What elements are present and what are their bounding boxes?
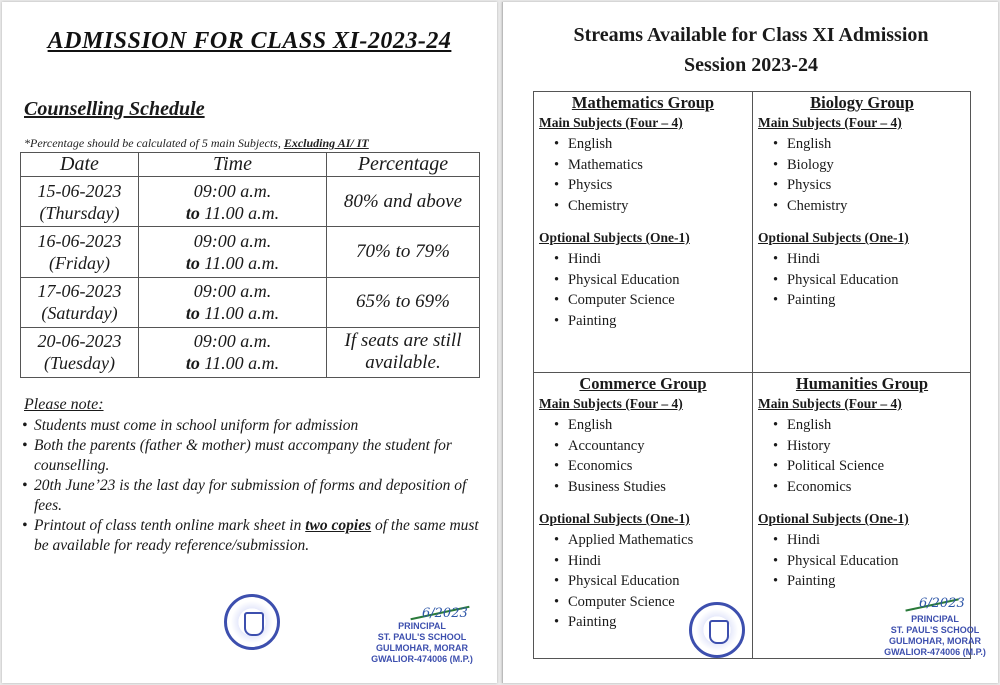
list-item: • History bbox=[773, 436, 971, 457]
stamp-line: GWALIOR-474006 (M.P.) bbox=[884, 647, 986, 657]
list-item: • 20th June’23 is the last day for submission of forms and deposition of fees. bbox=[22, 476, 487, 516]
optional-subjects-list bbox=[773, 249, 971, 311]
list-item: • Political Science bbox=[773, 456, 971, 477]
stamp-line: ST. PAUL'S SCHOOL bbox=[377, 632, 467, 642]
group-biology bbox=[753, 92, 971, 372]
list-item: • Chemistry bbox=[773, 196, 971, 217]
list-item: • Physical Education bbox=[554, 270, 752, 291]
please-note-heading: Please note: bbox=[24, 396, 104, 413]
list-item: • Physical Education bbox=[773, 270, 971, 291]
list-item: • Physics bbox=[773, 175, 971, 196]
list-item: • Hindi bbox=[554, 551, 752, 572]
list-item: • Computer Science bbox=[554, 290, 752, 311]
signature-date: 6/2023 bbox=[919, 596, 965, 611]
header-date: Date bbox=[21, 153, 139, 177]
list-item: • English bbox=[773, 415, 971, 436]
signature-date: 6/2023 bbox=[422, 606, 468, 621]
optional-subjects-label: Optional Subjects (One-1) bbox=[539, 230, 690, 245]
main-subjects-list bbox=[554, 415, 752, 497]
list-item: • Physics bbox=[554, 175, 752, 196]
list-item: • Biology bbox=[773, 155, 971, 176]
date-text: 15-06-2023 bbox=[37, 180, 122, 201]
day-text: (Saturday) bbox=[41, 303, 118, 324]
group-title: Humanities Group bbox=[795, 374, 929, 393]
note-emphasis: Excluding AI/ IT bbox=[283, 136, 369, 150]
time-end: 11.00 a.m. bbox=[199, 252, 280, 273]
day-text: (Thursday) bbox=[39, 202, 120, 223]
list-item: • Physical Education bbox=[773, 551, 971, 572]
notes-list bbox=[22, 416, 487, 556]
right-page bbox=[502, 2, 998, 683]
counselling-table bbox=[20, 152, 480, 378]
main-subjects-label: Main Subjects (Four – 4) bbox=[539, 115, 683, 130]
note-text: *Percentage should be calculated of 5 main Subjects, bbox=[24, 136, 284, 150]
list-item: • Students must come in school uniform for admission bbox=[22, 416, 487, 436]
session-title: Session 2023-24 bbox=[684, 54, 818, 76]
time-end: 11.00 a.m. bbox=[199, 202, 280, 223]
stamp-line: GULMOHAR, MORAR bbox=[889, 636, 981, 646]
time-to: to bbox=[185, 303, 200, 324]
principal-stamp bbox=[362, 621, 482, 665]
time-end: 11.00 a.m. bbox=[199, 353, 280, 374]
list-item: • Painting bbox=[773, 290, 971, 311]
table-row bbox=[21, 177, 480, 227]
list-item: • English bbox=[554, 134, 752, 155]
school-seal-icon bbox=[224, 594, 280, 650]
left-page bbox=[2, 2, 497, 683]
group-title: Biology Group bbox=[810, 93, 914, 112]
time-to: to bbox=[185, 252, 200, 273]
table-row bbox=[21, 327, 480, 377]
list-item: • Hindi bbox=[554, 249, 752, 270]
stamp-line: GULMOHAR, MORAR bbox=[376, 643, 468, 653]
principal-stamp bbox=[875, 614, 995, 658]
main-subjects-list bbox=[554, 134, 752, 216]
date-cell bbox=[21, 177, 139, 227]
table-row bbox=[21, 227, 480, 277]
optional-subjects-list bbox=[554, 249, 752, 331]
streams-title: Streams Available for Class XI Admission bbox=[573, 24, 929, 46]
note4-text-end: of the same must be available for ready reference/submission. bbox=[34, 517, 479, 554]
list-item: • Physical Education bbox=[554, 571, 752, 592]
header-percentage: Percentage bbox=[327, 153, 480, 177]
optional-subjects-label: Optional Subjects (One-1) bbox=[539, 511, 690, 526]
group-mathematics bbox=[534, 92, 752, 372]
main-subjects-label: Main Subjects (Four – 4) bbox=[758, 396, 902, 411]
time-to: to bbox=[185, 353, 200, 374]
note4-emphasis: two copies bbox=[305, 517, 372, 534]
main-subjects-list bbox=[773, 134, 971, 216]
group-humanities bbox=[753, 373, 971, 653]
date-cell bbox=[21, 227, 139, 277]
percentage-cell: 65% to 69% bbox=[327, 277, 480, 327]
group-title: Mathematics Group bbox=[571, 93, 715, 112]
list-item: • Applied Mathematics bbox=[554, 530, 752, 551]
time-cell bbox=[139, 177, 327, 227]
list-item: • Economics bbox=[773, 477, 971, 498]
date-cell bbox=[21, 277, 139, 327]
date-cell bbox=[21, 327, 139, 377]
note4-text: Printout of class tenth online mark sheet in bbox=[34, 517, 306, 534]
list-item: • Business Studies bbox=[554, 477, 752, 498]
time-start: 09:00 a.m. bbox=[193, 230, 272, 251]
time-end: 11.00 a.m. bbox=[199, 303, 280, 324]
list-item: • Mathematics bbox=[554, 155, 752, 176]
percentage-cell: 80% and above bbox=[327, 177, 480, 227]
time-cell bbox=[139, 227, 327, 277]
time-cell bbox=[139, 277, 327, 327]
group-title: Commerce Group bbox=[579, 374, 707, 393]
school-seal-icon bbox=[689, 602, 745, 658]
list-item: • Accountancy bbox=[554, 436, 752, 457]
time-start: 09:00 a.m. bbox=[193, 180, 272, 201]
list-item: • Painting bbox=[554, 311, 752, 332]
percentage-cell: 70% to 79% bbox=[327, 227, 480, 277]
time-start: 09:00 a.m. bbox=[193, 331, 272, 352]
list-item: • English bbox=[554, 415, 752, 436]
time-to: to bbox=[185, 202, 200, 223]
date-text: 20-06-2023 bbox=[37, 331, 122, 352]
percentage-cell: If seats are still available. bbox=[327, 327, 480, 377]
optional-subjects-list bbox=[773, 530, 971, 592]
main-subjects-list bbox=[773, 415, 971, 497]
header-time: Time bbox=[139, 153, 327, 177]
list-item: • Painting bbox=[554, 612, 752, 633]
date-text: 16-06-2023 bbox=[37, 230, 122, 251]
list-item: • Hindi bbox=[773, 530, 971, 551]
stamp-line: PRINCIPAL bbox=[911, 614, 959, 624]
day-text: (Friday) bbox=[49, 252, 110, 273]
time-start: 09:00 a.m. bbox=[193, 281, 272, 302]
stamp-line: PRINCIPAL bbox=[398, 621, 446, 631]
main-subjects-label: Main Subjects (Four – 4) bbox=[758, 115, 902, 130]
main-subjects-label: Main Subjects (Four – 4) bbox=[539, 396, 683, 411]
list-item: • Computer Science bbox=[554, 592, 752, 613]
optional-subjects-label: Optional Subjects (One-1) bbox=[758, 511, 909, 526]
list-item: • Chemistry bbox=[554, 196, 752, 217]
time-cell bbox=[139, 327, 327, 377]
schedule-subtitle: Counselling Schedule bbox=[24, 98, 205, 120]
percentage-note bbox=[24, 136, 369, 151]
stamp-line: GWALIOR-474006 (M.P.) bbox=[371, 654, 473, 664]
list-item: • Both the parents (father & mother) must accompany the student for counselling. bbox=[22, 436, 487, 476]
list-item: • Hindi bbox=[773, 249, 971, 270]
day-text: (Tuesday) bbox=[44, 353, 115, 374]
list-item: • Economics bbox=[554, 456, 752, 477]
page-title: ADMISSION FOR CLASS XI-2023-24 bbox=[47, 28, 452, 54]
list-item bbox=[22, 516, 487, 556]
date-text: 17-06-2023 bbox=[37, 281, 122, 302]
optional-subjects-label: Optional Subjects (One-1) bbox=[758, 230, 909, 245]
list-item: • English bbox=[773, 134, 971, 155]
list-item: • Painting bbox=[773, 571, 971, 592]
table-row bbox=[21, 277, 480, 327]
stamp-line: ST. PAUL'S SCHOOL bbox=[890, 625, 980, 635]
streams-grid bbox=[533, 91, 971, 659]
